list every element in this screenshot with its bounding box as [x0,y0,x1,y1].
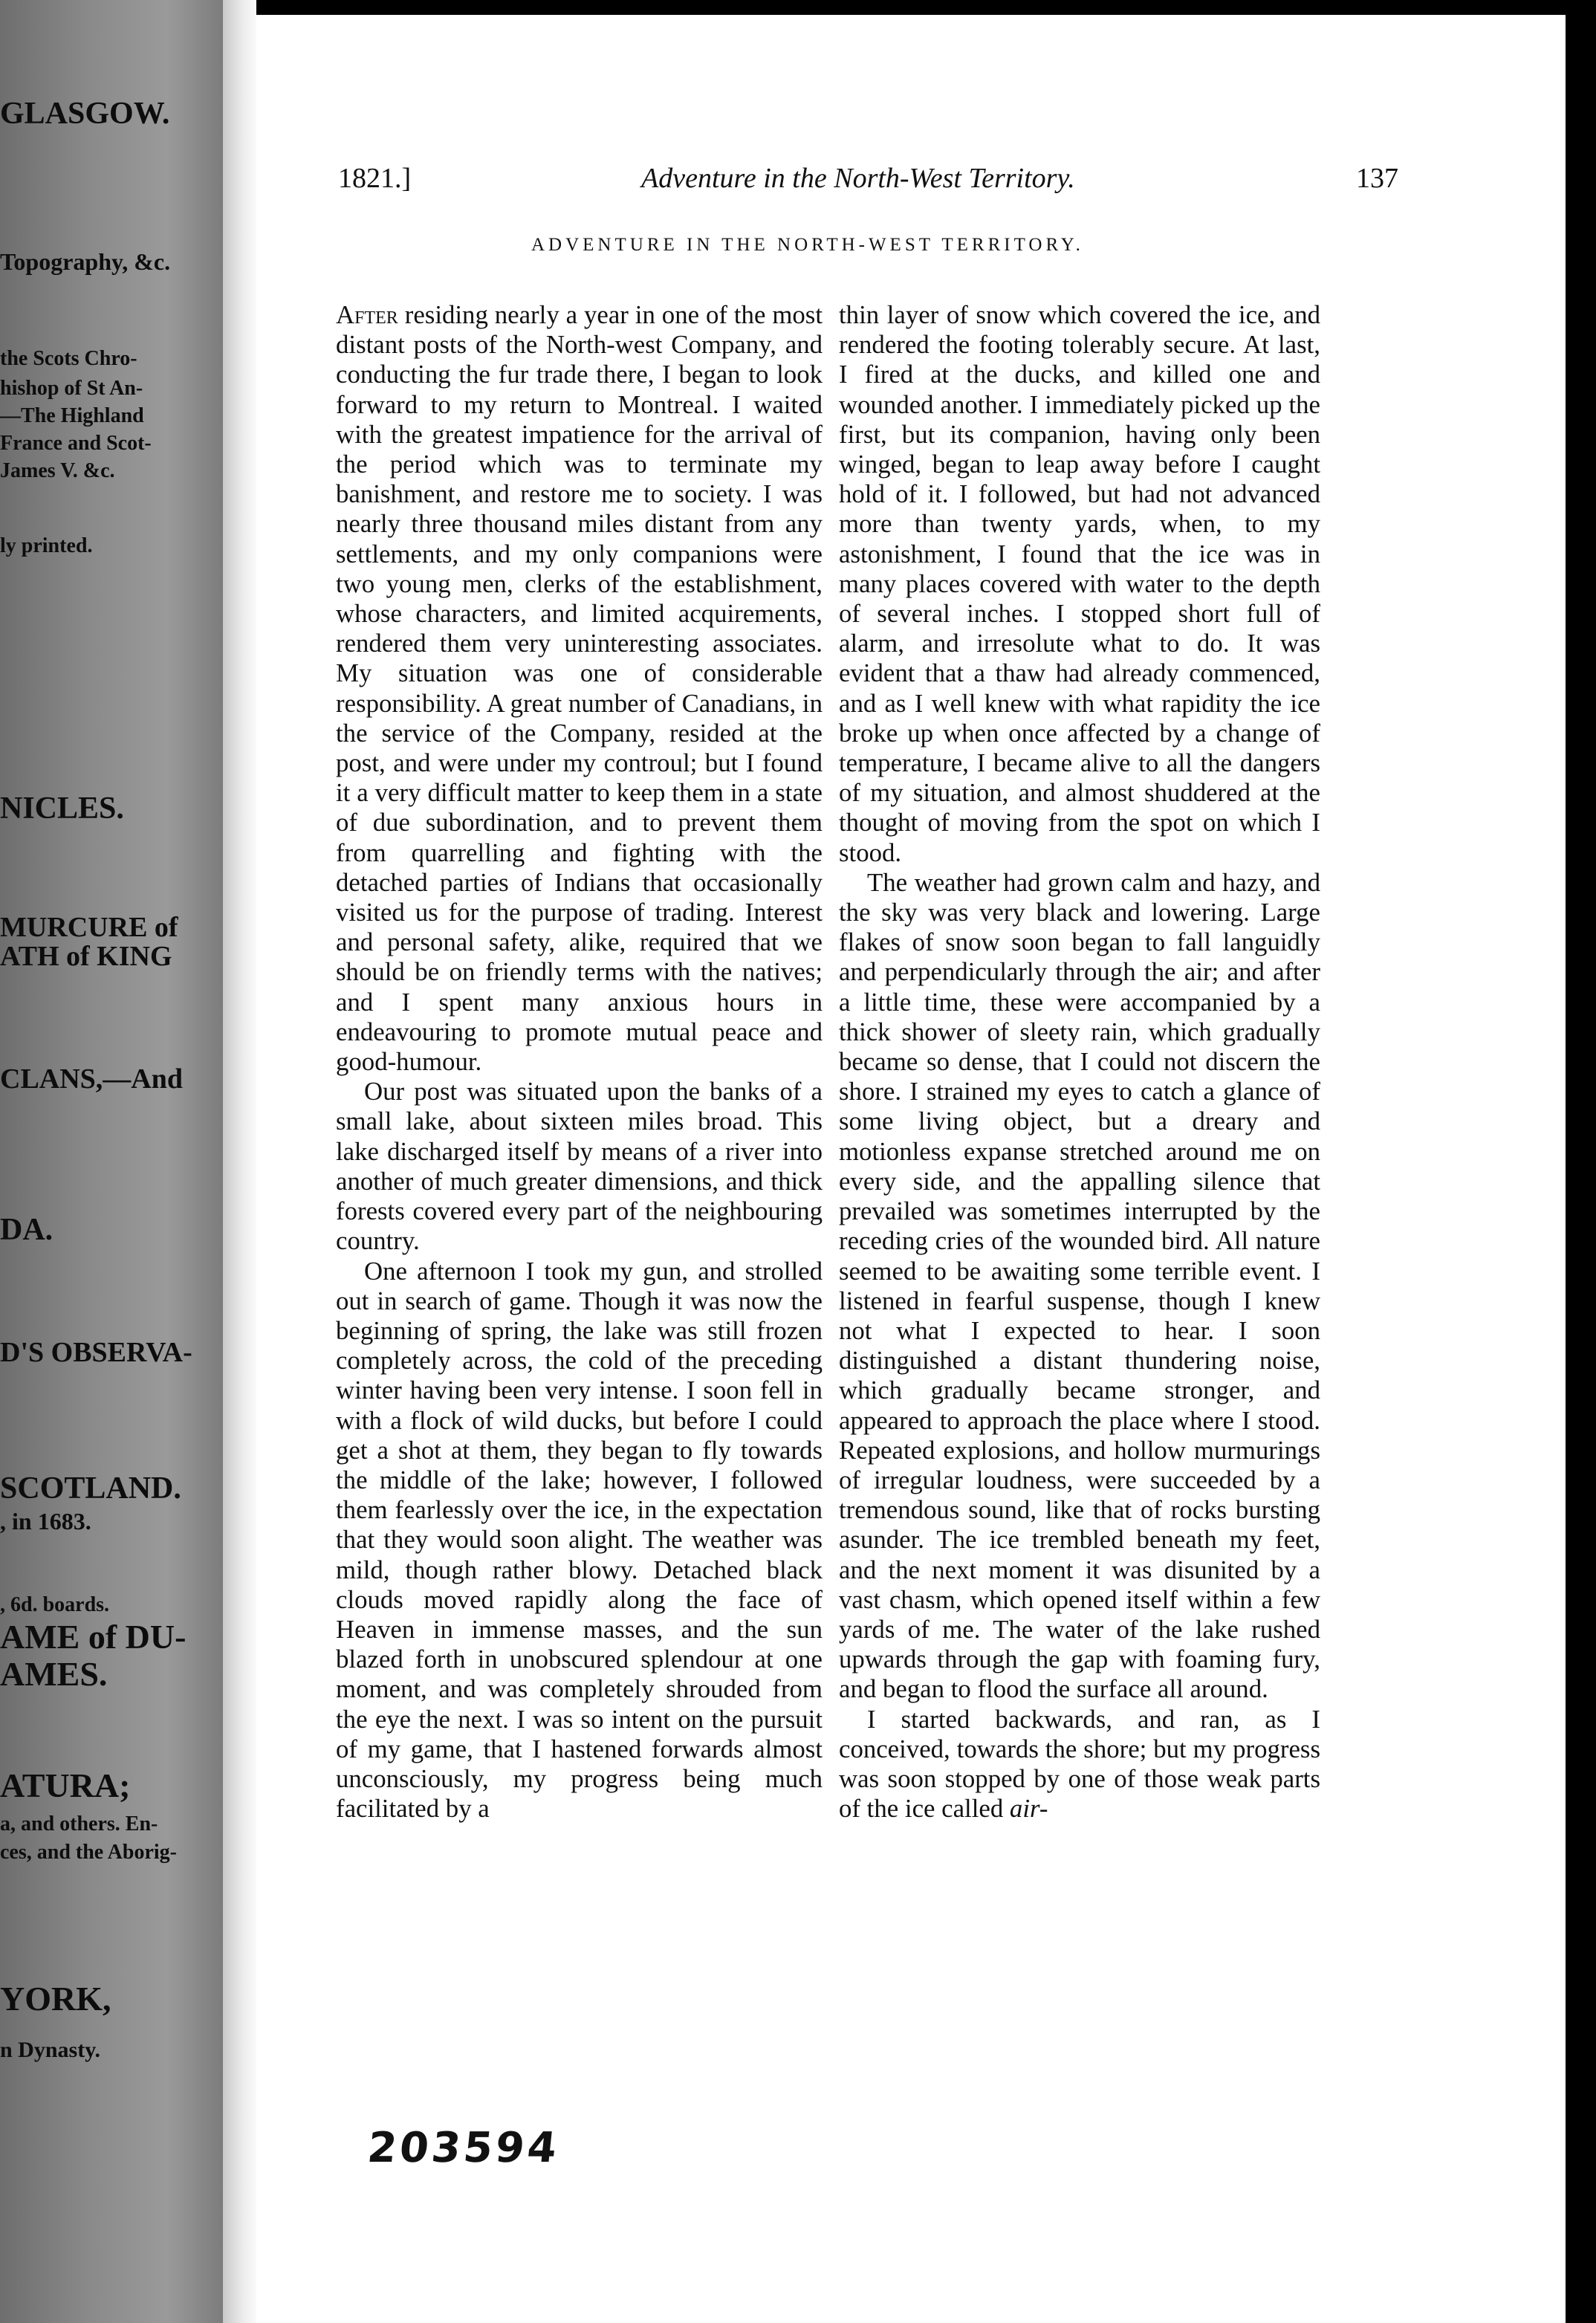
paragraph: The weather had grown calm and hazy, and the sky was very black and lowering. Large flakes of snow soon began to fall languidly and perpendicularly through the air; and after a little time, these were accompanied by a thick shower of sleety rain, which gradually became so dense, that I could not discern the shore. I strained my eyes to catch a glance of some living object, but a dreary and motionless expanse stretched around me on every side, and the appalling silence that prevailed was sometimes interrupted by the receding cries of the wounded bird. All nature seemed to be awaiting some terrible event. I listened in fearful suspense, though I knew not what I expected to hear. I soon distinguished a distant thundering noise, which gradually became stronger, and appeared to approach the place where I stood. Repeated explosions, and hollow murmurings of irregular loudness, were succeeded by a tremendous sound, like that of rocks bursting asunder. The ice trembled beneath my feet, and the next moment it was disunited by a vast chasm, which opened itself within a few yards of me. The water of the lake rushed upwards through the gap with foaming fury, and began to flood the surface all around. [839,867,1320,1704]
adjacent-page-bleed [0,0,223,2323]
running-header [338,162,1564,207]
bleed-fragment: D'S OBSERVA- [0,1337,192,1368]
bleed-fragment: NICLES. [0,791,124,826]
bleed-fragment: AME of DU- [0,1618,186,1656]
bleed-fragment: Topography, &c. [0,248,171,275]
page-number: 137 [1356,163,1398,194]
article-title: ADVENTURE IN THE NORTH-WEST TERRITORY. [531,235,1084,255]
paragraph: One afternoon I took my gun, and strolled out in search of game. Though it was now the beginning of spring, the lake was still frozen completely across, the cold of the preceding winter having been very intense. I soon fell in with a flock of wild ducks, but before I could get a shot at them, they began to fly towards the middle of the lake; however, I followed them fearlessly over the ice, in the expectation that they would soon alight. The weather was mild, though rather blowy. Detached black clouds moved rapidly along the face of Heaven in immense masses, and the sun blazed forth in unobscured splendour at one moment, and was completely shrouded from the eye the next. I was so intent on the pursuit of my game, that I hastened forwards almost unconsciously, my progress being much facilitated by a [336,1256,823,1824]
bleed-fragment: —The Highland [0,404,144,427]
bleed-fragment: the Scots Chro- [0,347,137,370]
handwritten-accession-number: 203594 [365,2124,562,2172]
bleed-fragment: , 6d. boards. [0,1593,110,1616]
bleed-fragment: ATH of KING [0,941,172,972]
paragraph-text: I started backwards, and ran, as I conceived, towards the shore; but my progress was soon stopped by one of those weak parts of the ice called [839,1704,1320,1824]
bleed-fragment: hishop of St An- [0,377,143,400]
running-title: Adventure in the North-West Territory. [641,163,1075,194]
bleed-fragment: AMES. [0,1655,108,1693]
bleed-fragment: CLANS,—And [0,1063,184,1095]
paragraph [336,300,823,1077]
paragraph-text: residing nearly a year in one of the most distant posts of the North-west Company, and conducting the fur trade there, I began to look forward to my return to Montreal. I waited with the greatest impatience for the arrival of the period which was to terminate my banishment, and restore me to society. I was nearly three thousand miles distant from any settlements, and my only companions were two young men, clerks of the establishment, whose characters, and limited acquirements, rendered them very uninteresting associates. My situation was one of considerable responsibility. A great number of Canadians, in the service of the Company, resided at the post, and were under my controul; but I found it a very difficult matter to keep them in a state of due subordination, and to prevent them from quarrelling and fighting with the detached parties of Indians that occasionally visited us for the purpose of trading. Interest and personal safety, alike, required that we should be on friendly terms with the natives; and I spent many anxious hours in endeavouring to promote mutual peace and good-humour. [336,300,823,1077]
bleed-fragment: James V. &c. [0,459,115,482]
bleed-fragment: ATURA; [0,1766,131,1804]
left-column [336,300,823,1824]
bleed-fragment: DA. [0,1213,53,1247]
bleed-fragment: MURCURE of [0,912,178,943]
bleed-fragment: a, and others. En- [0,1812,158,1836]
bleed-fragment: SCOTLAND. [0,1471,181,1506]
bleed-fragment: France and Scot- [0,432,152,455]
bleed-fragment: ly printed. [0,534,93,557]
bleed-fragment: n Dynasty. [0,2038,101,2062]
bleed-fragment: YORK, [0,1980,111,2018]
right-column [839,300,1320,1824]
bleed-fragment: GLASGOW. [0,97,170,131]
paragraph: Our post was situated upon the banks of a small lake, about sixteen miles broad. This lake discharged itself by means of a river into another of much greater dimensions, and thick forests covered every part of the neighbouring country. [336,1077,823,1256]
drop-word: After [336,300,398,329]
page-gutter [223,0,256,2323]
scan-edge [1566,0,1596,2323]
continued-word: air- [1009,1794,1048,1824]
bleed-fragment: , in 1683. [0,1508,91,1535]
paragraph [839,1705,1320,1824]
header-date: 1821.] [338,163,412,194]
bleed-fragment: ces, and the Aborig- [0,1841,177,1864]
book-page [256,15,1566,2323]
paragraph: thin layer of snow which covered the ice, and rendered the footing tolerably secure. At last, I fired at the ducks, and killed one and wounded another. I immediately picked up the first, but its companion, having only been winged, began to leap away before I caught hold of it. I followed, but had not advanced more than twenty yards, when, to my astonishment, I found that the ice was in many places covered with water to the depth of several inches. I stopped short full of alarm, and irresolute what to do. It was evident that a thaw had already commenced, and as I well knew with what rapidity the ice broke up when once affected by a change of temperature, I became alive to all the dangers of my situation, and almost shuddered at the thought of moving from the spot on which I stood. [839,300,1320,867]
